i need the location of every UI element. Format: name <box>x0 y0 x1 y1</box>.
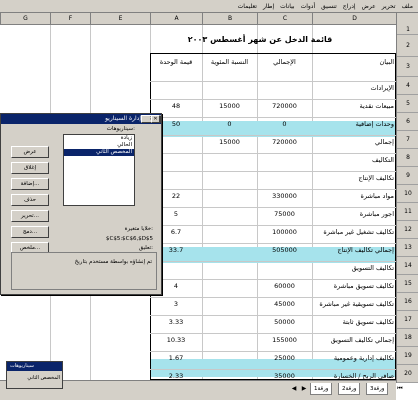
menu-view[interactable]: عرض <box>361 2 376 10</box>
header-total: الإجمالي <box>273 59 296 66</box>
row-header-9[interactable]: 9 <box>397 167 418 185</box>
row-total[interactable]: 505000 <box>272 247 297 254</box>
row-total[interactable]: 100000 <box>272 229 297 236</box>
row-col-b[interactable]: 15000 <box>219 103 240 110</box>
menu-format[interactable]: تنسيق <box>321 2 337 10</box>
column-header-c[interactable]: C <box>257 13 312 25</box>
row-label[interactable]: تكاليف الإنتاج <box>358 175 394 182</box>
row-divider <box>150 315 396 316</box>
menu-tools[interactable]: أدوات <box>300 2 316 10</box>
header-per-unit: قيمة الوحدة <box>159 59 193 66</box>
row-label[interactable]: تكاليف تسويق ثابتة <box>342 319 394 326</box>
row-divider <box>150 351 396 352</box>
row-divider <box>150 171 396 172</box>
scenarios-list[interactable] <box>63 134 135 206</box>
row-divider <box>150 261 396 262</box>
row-total[interactable]: 45000 <box>274 301 295 308</box>
header-item: البيان <box>379 59 394 66</box>
row-label[interactable]: تكاليف التسويق <box>351 265 394 272</box>
menu-data[interactable]: بيانات <box>280 2 295 10</box>
row-label[interactable]: إجمالي تكاليف التسويق <box>330 337 394 344</box>
menu-window[interactable]: إطار <box>262 2 275 10</box>
row-divider <box>150 117 396 118</box>
row-header-7[interactable]: 7 <box>397 131 418 149</box>
row-header-2[interactable]: 2 <box>397 35 418 57</box>
row-header-8[interactable]: 8 <box>397 149 418 167</box>
add-button[interactable]: إضافة... <box>11 178 49 190</box>
comment-box <box>11 252 157 290</box>
column-header-b[interactable]: B <box>202 13 257 25</box>
changing-cells-value: $C$5:$C$6,$D$5 <box>105 236 153 242</box>
row-per-unit[interactable]: 3 <box>173 301 179 308</box>
row-label[interactable]: وحدات إضافية <box>355 121 394 128</box>
show-button[interactable]: عرض <box>11 146 49 158</box>
tab-sheet1[interactable]: ورقة1 <box>310 383 332 395</box>
menu-file[interactable]: ملف <box>401 2 413 10</box>
scenarios-dropdown[interactable]: المخصص الثاني <box>27 375 60 381</box>
row-col-b[interactable]: 15000 <box>219 139 240 146</box>
row-per-unit[interactable]: 48 <box>171 103 181 110</box>
row-header-5[interactable]: 5 <box>397 95 418 113</box>
row-header-16[interactable]: 16 <box>397 293 418 311</box>
row-per-unit[interactable]: 1.67 <box>168 355 184 362</box>
column-header-e[interactable]: E <box>90 13 150 25</box>
row-total[interactable]: 35000 <box>274 373 295 380</box>
row-header-6[interactable]: 6 <box>397 113 418 131</box>
row-label[interactable]: تكاليف إدارية وعمومية <box>333 355 394 362</box>
row-per-unit[interactable]: 22 <box>171 193 181 200</box>
row-header-4[interactable]: 4 <box>397 77 418 95</box>
row-header-19[interactable]: 19 <box>397 347 418 365</box>
row-per-unit[interactable]: 3.33 <box>168 319 184 326</box>
row-total[interactable]: 75000 <box>274 211 295 218</box>
merge-button[interactable]: دمج... <box>11 226 49 238</box>
row-total[interactable]: 155000 <box>272 337 297 344</box>
row-label[interactable]: صافي الربح / الخسارة <box>333 373 394 380</box>
comment-label: تعليق: <box>138 245 153 251</box>
close-dialog-button[interactable]: إغلاق <box>11 162 49 174</box>
row-total[interactable]: 720000 <box>272 103 297 110</box>
row-header-17[interactable]: 17 <box>397 311 418 329</box>
row-header-11[interactable]: 11 <box>397 203 418 221</box>
scenarios-list-label: سيناريوهات: <box>106 126 135 132</box>
row-per-unit[interactable]: 6.7 <box>170 229 182 236</box>
row-header-18[interactable]: 18 <box>397 329 418 347</box>
row-total[interactable]: 25000 <box>274 355 295 362</box>
row-per-unit[interactable]: 50 <box>171 121 181 128</box>
row-label[interactable]: إجمالي تكاليف الإنتاج <box>337 247 394 254</box>
dialog-title: إدارة السيناريو <box>1 114 161 124</box>
row-divider <box>150 369 396 370</box>
row-header-15[interactable]: 15 <box>397 275 418 293</box>
list-item-selected[interactable]: المخصص الثاني <box>64 149 134 156</box>
row-per-unit[interactable]: 5 <box>173 211 179 218</box>
row-divider <box>150 153 396 154</box>
row-per-unit[interactable]: 2.33 <box>168 373 184 380</box>
menu-insert[interactable]: إدراج <box>342 2 356 10</box>
row-label[interactable]: إجمالي <box>375 139 394 146</box>
list-item[interactable]: زيادة <box>120 135 132 141</box>
row-divider <box>150 81 396 82</box>
edit-button[interactable]: تحرير... <box>11 210 49 222</box>
row-total[interactable]: 60000 <box>274 283 295 290</box>
tab-next-icon[interactable]: ▶ <box>301 385 307 392</box>
row-label[interactable]: تكاليف تسويق مباشرة <box>333 283 394 290</box>
tab-prev-icon[interactable]: ◀ <box>291 385 297 392</box>
row-divider <box>150 333 396 334</box>
delete-button[interactable]: حذف <box>11 194 49 206</box>
row-label[interactable]: تكاليف تسويقية غير مباشرة <box>319 301 394 308</box>
column-header-a[interactable]: A <box>150 13 202 25</box>
row-header-20[interactable]: 20 <box>397 365 418 383</box>
row-total[interactable]: 0 <box>282 121 287 128</box>
column-header-g[interactable]: G <box>0 13 50 25</box>
comment-text: تم إنشاؤه بواسطة مستخدم بتاريخ <box>74 259 152 265</box>
row-per-unit[interactable]: 33.7 <box>168 247 184 254</box>
row-header-10[interactable]: 10 <box>397 185 418 203</box>
row-label[interactable]: الإيرادات <box>370 85 394 92</box>
row-divider <box>150 243 396 244</box>
changing-cells-label: خلايا متغيرة: <box>124 226 153 232</box>
scenario-manager-dialog <box>0 113 162 295</box>
row-label[interactable]: مواد مباشرة <box>360 193 394 200</box>
menu-bar <box>0 0 418 13</box>
row-header-1[interactable]: 1 <box>397 25 418 35</box>
row-col-b[interactable]: 0 <box>227 121 232 128</box>
summary-button[interactable]: ملخص... <box>11 242 49 254</box>
row-divider <box>150 297 396 298</box>
menu-help[interactable]: تعليمات <box>237 2 257 10</box>
column-header-f[interactable]: F <box>50 13 90 25</box>
row-label[interactable]: أجور مباشرة <box>359 211 394 218</box>
row-divider <box>150 225 396 226</box>
row-header-3[interactable]: 3 <box>397 57 418 77</box>
row-total[interactable]: 720000 <box>272 139 297 146</box>
row-header <box>396 13 418 383</box>
column-header <box>0 13 396 25</box>
menu-edit[interactable]: تحرير <box>381 2 396 10</box>
row-header-12[interactable]: 12 <box>397 221 418 239</box>
row-per-unit[interactable]: 4 <box>173 283 179 290</box>
close-button[interactable]: ✕ <box>151 115 160 123</box>
tab-sheet2[interactable]: ورقة2 <box>338 383 360 395</box>
tab-sheet3[interactable]: ورقة3 <box>366 383 388 395</box>
row-divider <box>150 279 396 280</box>
row-header-13[interactable]: 13 <box>397 239 418 257</box>
row-label[interactable]: تكاليف تشغيل غير مباشرة <box>323 229 394 236</box>
row-total[interactable]: 50000 <box>274 319 295 326</box>
row-divider <box>150 189 396 190</box>
row-per-unit[interactable]: 10.33 <box>166 337 186 344</box>
scenarios-toolbar-title: سيناريوهات <box>7 362 62 371</box>
row-header-14[interactable]: 14 <box>397 257 418 275</box>
row-total[interactable]: 330000 <box>272 193 297 200</box>
scenarios-toolbar <box>6 361 63 389</box>
list-item[interactable]: الحالي <box>117 142 132 148</box>
row-divider <box>150 207 396 208</box>
row-label[interactable]: التكاليف <box>372 157 394 164</box>
row-label[interactable]: مبيعات نقدية <box>359 103 394 110</box>
sheet-title: قائمة الدخل عن شهر أغسطس ٢٠٠٣ <box>187 35 333 44</box>
tab-first-icon[interactable]: ⏮ <box>397 385 403 392</box>
row-divider <box>150 135 396 136</box>
column-header-d[interactable]: D <box>312 13 396 25</box>
row-divider <box>150 99 396 100</box>
header-nature: النسبة المئوية <box>210 59 249 66</box>
